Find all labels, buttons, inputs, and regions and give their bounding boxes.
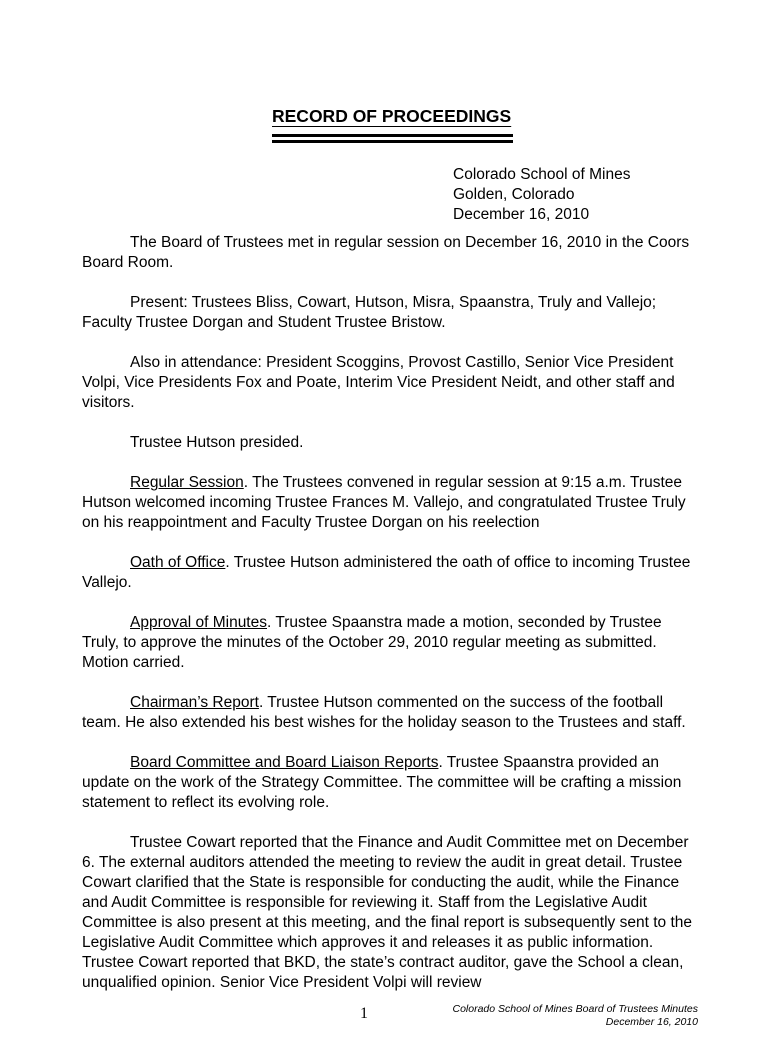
paragraph-text: Present: Trustees Bliss, Cowart, Hutson, Misra, Spaanstra, Truly and Vallejo; Faculty Trustee Dorgan and Student Trustee Bristow.	[82, 294, 657, 331]
paragraph-text: Also in attendance: President Scoggins, Provost Castillo, Senior Vice President Volpi, Vice Presidents Fox and Poate, Interim Vice President Neidt, and other staff and visitors.	[82, 354, 675, 411]
paragraph	[82, 473, 694, 533]
paragraph	[82, 433, 694, 453]
address-line: December 16, 2010	[453, 206, 590, 223]
footer-line: December 16, 2010	[605, 1016, 698, 1028]
address-line: Colorado School of Mines	[453, 166, 631, 183]
paragraph-text: Trustee Hutson presided.	[130, 434, 304, 451]
paragraph-text: . Trustee Hutson administered the oath of office to incoming Trustee Vallejo.	[82, 554, 691, 591]
page-title: RECORD OF PROCEEDINGS	[272, 106, 512, 126]
address-line: Golden, Colorado	[453, 186, 575, 203]
paragraph-text: . Trustee Spaanstra made a motion, seconded by Trustee Truly, to approve the minutes of the October 29, 2010 regular meeting as submitted. Motion carried.	[82, 614, 662, 671]
paragraph	[82, 753, 694, 813]
page-number: 1	[360, 1005, 368, 1022]
paragraph	[82, 693, 694, 733]
section-heading: Regular Session	[130, 474, 244, 491]
paragraph-text: . Trustee Hutson commented on the success of the football team. He also extended his best wishes for the holiday season to the Trustees and staff.	[82, 694, 686, 731]
paragraph-text: . Trustee Spaanstra provided an update on the work of the Strategy Committee. The committee will be crafting a mission statement to reflect its evolving role.	[82, 754, 682, 811]
paragraph	[82, 553, 694, 593]
paragraph	[82, 233, 694, 273]
section-heading: Oath of Office	[130, 554, 226, 571]
section-heading: Board Committee and Board Liaison Reports	[130, 754, 439, 771]
paragraph-text: . The Trustees convened in regular session at 9:15 a.m. Trustee Hutson welcomed incoming Trustee Frances M. Vallejo, and congratulated Trustee Truly on his reappointment and Faculty Trustee Dorgan on his reelection	[82, 474, 686, 531]
page-footer	[452, 1003, 698, 1029]
paragraph	[82, 833, 694, 993]
minutes-body	[82, 233, 694, 993]
paragraph	[82, 613, 694, 673]
title-rule-top	[272, 134, 513, 137]
footer-line: Colorado School of Mines Board of Trustees Minutes	[452, 1003, 698, 1015]
paragraph-text: The Board of Trustees met in regular session on December 16, 2010 in the Coors Board Room.	[82, 234, 690, 271]
paragraph	[82, 353, 694, 413]
address-block	[453, 165, 631, 225]
title-rule-bottom	[272, 140, 513, 143]
paragraph	[82, 293, 694, 333]
paragraph-text: Trustee Cowart reported that the Finance and Audit Committee met on December 6. The external auditors attended the meeting to review the audit in great detail. Trustee Cowart clarified that the State is responsible for conducting the audit, while the Finance and Audit Committee is responsible for reviewing it. Staff from the Legislative Audit Committee is also present at this meeting, and the final report is subsequently sent to the Legislative Audit Committee which approves it and releases it as public information. Trustee Cowart reported that BKD, the state’s contract auditor, gave the School a clean, unqualified opinion. Senior Vice President Volpi will review	[82, 834, 692, 991]
page-footer-area	[82, 1003, 698, 1033]
section-heading: Chairman’s Report	[130, 694, 259, 711]
section-heading: Approval of Minutes	[130, 614, 267, 631]
